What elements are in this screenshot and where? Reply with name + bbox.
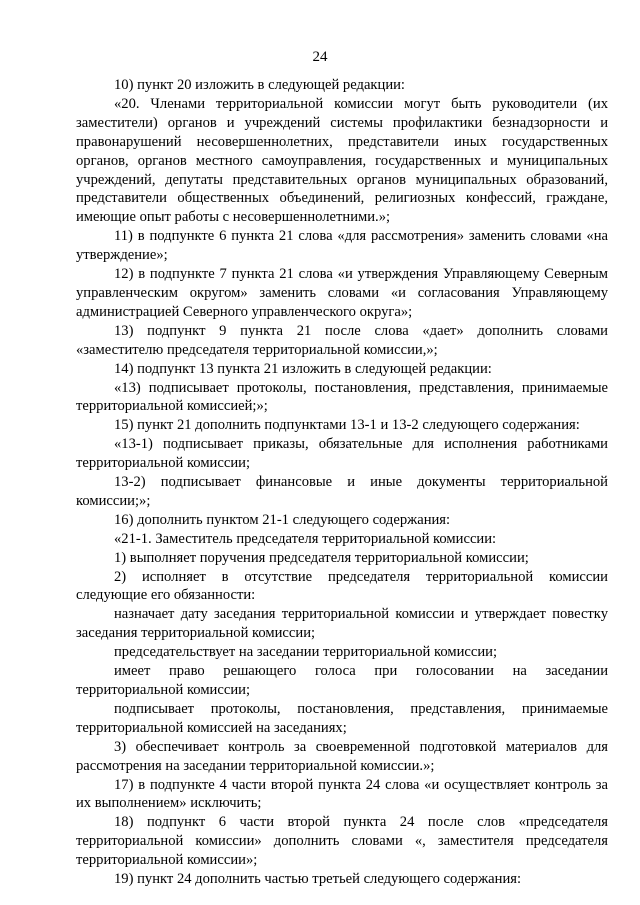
paragraph: 1) выполняет поручения председателя территориальной комиссии; [114, 549, 529, 566]
paragraph: 10) пункт 20 изложить в следующей редакции: [114, 77, 405, 93]
paragraph: 15) пункт 21 дополнить подпунктами 13-1 и 13-2 следующего содержания: [114, 417, 580, 434]
paragraph: «21-1. Заместитель председателя территориальной комиссии: [114, 530, 497, 547]
paragraph: 17) в подпункте 4 части второй пункта 24 слова «и осуществляет контроль за их выполнением» исключить; [76, 776, 608, 812]
paragraph: 16) дополнить пунктом 21-1 следующего содержания: [114, 511, 451, 528]
paragraph: 13) подпункт 9 пункта 21 после слова «дает» дополнить словами «заместителю председателя территориальной комиссии,»; [76, 322, 608, 358]
paragraph: имеет право решающего голоса при голосовании на заседании территориальной комиссии; [76, 663, 608, 698]
page-number: 24 [312, 49, 328, 65]
paragraph: 19) пункт 24 дополнить частью третьей следующего содержания: [114, 871, 522, 888]
paragraph: 11) в подпункте 6 пункта 21 слова «для рассмотрения» заменить словами «на утверждение»; [76, 228, 608, 264]
paragraph: 18) подпункт 6 части второй пункта 24 после слов «председателя территориальной комиссии» дополнить словами «, заместителя председателя территориальной комиссии»; [76, 814, 608, 869]
paragraph: председательствует на заседании территориальной комиссии; [114, 644, 498, 661]
paragraph: 12) в подпункте 7 пункта 21 слова «и утверждения Управляющему Северным управленческим округом» заменить словами «и согласования Управляющему администрацией Северного управленческого округа»; [76, 266, 608, 320]
paragraph: 14) подпункт 13 пункта 21 изложить в следующей редакции: [114, 360, 492, 377]
paragraph: 2) исполняет в отсутствие председателя территориальной комиссии следующие его обязанности: [76, 568, 608, 604]
paragraph: подписывает протоколы, постановления, представления, принимаемые территориальной комиссией на заседаниях; [76, 700, 608, 736]
paragraph: 3) обеспечивает контроль за своевременной подготовкой материалов для рассмотрения на заседании территориальной комиссии.»; [76, 738, 608, 774]
paragraph: «20. Членами территориальной комиссии могут быть руководители (их заместители) органов и учреждений системы профилактики безнадзорности и правонарушений несовершеннолетних, представители иных государственных органов, органов местного самоуправления, государственных и муниципальных учреждений, депутаты представительных органов муниципальных образований, представители общественных объединений, религиозных конфессий, граждане, имеющие опыт работы с несовершеннолетними.»; [76, 95, 608, 226]
paragraph: назначает дату заседания территориальной комиссии и утверждает повестку заседания территориальной комиссии; [76, 606, 608, 642]
paragraph: 13-2) подписывает финансовые и иные документы территориальной комиссии;»; [76, 474, 608, 509]
paragraph: «13-1) подписывает приказы, обязательные для исполнения работниками территориальной комиссии; [76, 436, 608, 472]
paragraph: «13) подписывает протоколы, постановления, представления, принимаемые территориальной комиссией;»; [76, 379, 608, 415]
document-body [76, 76, 608, 889]
